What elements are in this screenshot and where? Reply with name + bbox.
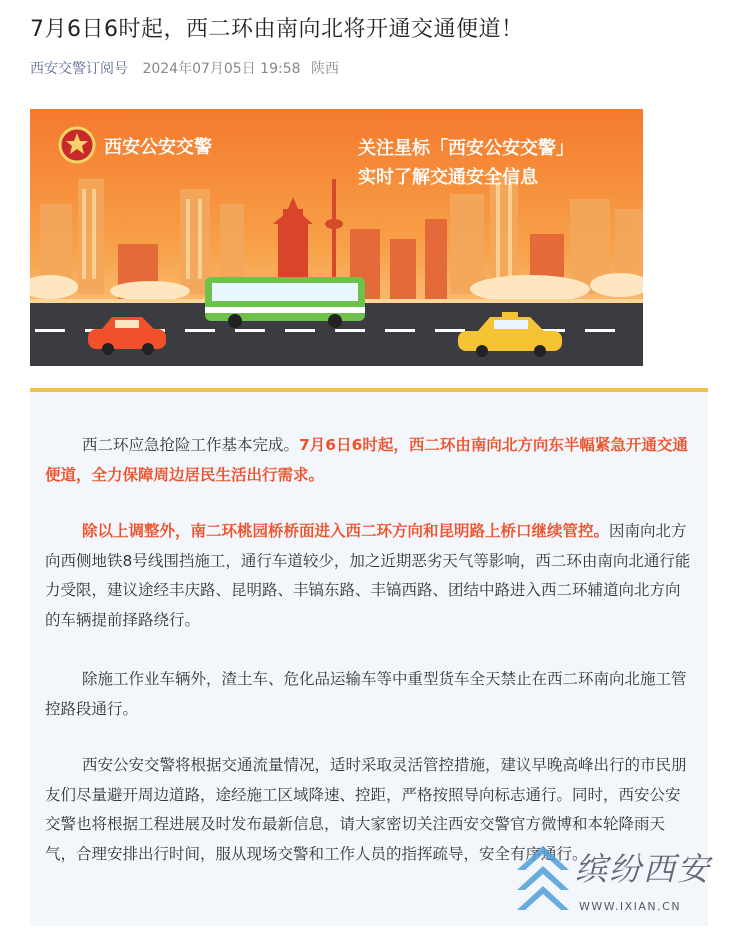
watermark-logo-icon <box>515 840 571 922</box>
paragraph-2-text: 因南向北方向西侧地铁8号线围挡施工，通行车道较少，加之近期恶劣天气等影响，西二环由南向北通行能力受限，建议途经丰庆路、昆明路、丰镐东路、丰镐西路、团结中路进入西二环辅道向北方向的车辆提前择路绕行。 <box>45 522 691 629</box>
paragraph-1 <box>45 431 695 490</box>
bus-illustration <box>205 277 365 328</box>
paragraph-1-emphasis: 7月6日6时起，西二环由南向北方向东半幅紧急开通交通便道，全力保障周边居民生活出行需求。 <box>45 436 688 484</box>
paragraph-2-emphasis: 除以上调整外，南二环桃园桥桥面进入西二环方向和昆明路上桥口继续管控。 <box>82 522 610 540</box>
watermark-url: WWW.IXIAN.CN <box>579 900 682 913</box>
paragraph-2 <box>45 517 695 635</box>
paragraph-1-text: 西二环应急抢险工作基本完成。 <box>82 436 300 454</box>
banner-brand: 西安公安交警 <box>104 137 212 158</box>
site-watermark <box>515 840 727 922</box>
banner-slogan-line1: 关注星标「西安公安交警」 <box>358 138 574 159</box>
banner-slogan-line2: 实时了解交通安全信息 <box>358 167 538 188</box>
watermark-site-name: 缤纷西安 <box>575 850 712 888</box>
publish-date: 2024年07月05日 19:58 <box>142 61 301 77</box>
article-title: 7月6日6时起，西二环由南向北将开通交通便道！ <box>30 17 524 42</box>
source-account-link[interactable]: 西安交警订阅号 <box>30 61 128 77</box>
police-badge-icon <box>60 128 94 162</box>
header-banner-image <box>30 109 643 366</box>
paragraph-4: 西安公安交警将根据交通流量情况，适时采取灵活管控措施，建议早晚高峰出行的市民朋友们尽量避开周边道路，途经施工区域降速、控距，严格按照导向标志通行。同时，西安公安交警也将根据工程进展及时发布最新信息，请大家密切关注西安交警官方微博和本轮降雨天气，合理安排出行时间，服从现场交警和工作人员的指挥疏导，安全有序通行。 <box>45 756 687 863</box>
paragraph-3: 除施工作业车辆外，渣土车、危化品运输车等中重型货车全天禁止在西二环南向北施工管控路段通行。 <box>45 670 687 718</box>
publish-location: 陕西 <box>310 61 339 77</box>
article-meta <box>30 58 345 78</box>
